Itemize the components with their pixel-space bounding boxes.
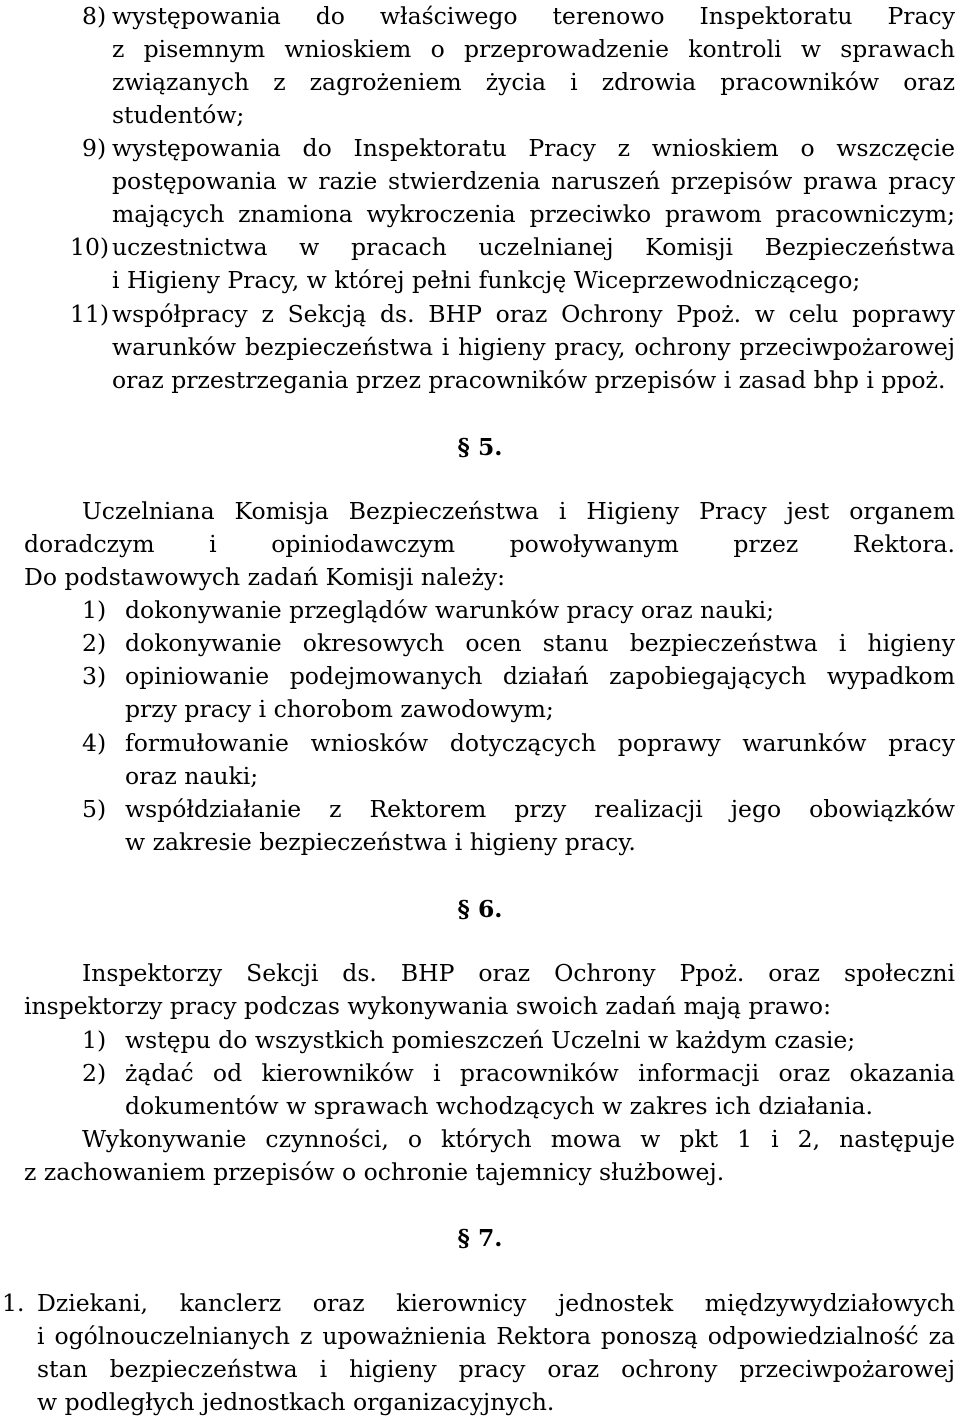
text-line: przy pracy i chorobom zawodowym; [125, 695, 554, 723]
text-line: żądać od kierowników i pracowników informacji oraz okazania [125, 1059, 955, 1087]
text-line: opiniowanie podejmowanych działań zapobiegających wypadkom [125, 662, 955, 690]
list-number: 2) [82, 1059, 107, 1087]
text-line: uczestnictwa w pracach uczelnianej Komisji Bezpieczeństwa [112, 233, 955, 261]
list-number: 9) [82, 134, 107, 162]
list-number: 3) [82, 662, 107, 690]
text-line: w podległych jednostkach organizacyjnych. [37, 1388, 555, 1416]
text-line: z pisemnym wnioskiem o przeprowadzenie kontroli w sprawach [112, 35, 955, 63]
text-line: współpracy z Sekcją ds. BHP oraz Ochrony Ppoż. w celu poprawy [112, 300, 955, 328]
text-line: inspektorzy pracy podczas wykonywania swoich zadań mają prawo: [24, 992, 831, 1020]
list-number: 11) [70, 300, 110, 328]
section-heading: § 5. [457, 433, 503, 461]
text-line: postępowania w razie stwierdzenia naruszeń przepisów prawa pracy [112, 167, 955, 195]
text-line: dokonywanie przeglądów warunków pracy oraz nauki; [125, 596, 775, 624]
list-number: 2) [82, 629, 107, 657]
text-line: wstępu do wszystkich pomieszczeń Uczelni w każdym czasie; [125, 1026, 856, 1054]
section-heading: § 7. [457, 1224, 503, 1252]
text-line: Wykonywanie czynności, o których mowa w pkt 1 i 2, następuje [82, 1125, 955, 1153]
list-number: 4) [82, 729, 107, 757]
text-line: Do podstawowych zadań Komisji należy: [24, 563, 506, 591]
list-number: 10) [70, 233, 110, 261]
text-line: i ogólnouczelnianych z upoważnienia Rektora ponoszą odpowiedzialność za [37, 1322, 955, 1350]
text-line: występowania do właściwego terenowo Inspektoratu Pracy [112, 2, 955, 30]
text-line: oraz nauki; [125, 762, 259, 790]
text-line: stan bezpieczeństwa i higieny pracy oraz ochrony przeciwpożarowej [37, 1355, 955, 1383]
text-line: studentów; [112, 101, 245, 129]
text-line: warunków bezpieczeństwa i higieny pracy, ochrony przeciwpożarowej [112, 333, 955, 361]
list-number: 5) [82, 795, 107, 823]
text-line: doradczym i opiniodawczym powoływanym przez Rektora. [24, 530, 955, 558]
list-number: 1) [82, 1026, 107, 1054]
text-line: w zakresie bezpieczeństwa i higieny pracy. [125, 828, 636, 856]
text-line: współdziałanie z Rektorem przy realizacji jego obowiązków [125, 795, 955, 823]
text-line: związanych z zagrożeniem życia i zdrowia pracowników oraz [112, 68, 955, 96]
text-line: dokonywanie okresowych ocen stanu bezpieczeństwa i higieny [125, 629, 955, 657]
text-line: formułowanie wniosków dotyczących poprawy warunków pracy [125, 729, 955, 757]
text-line: mających znamiona wykroczenia przeciwko prawom pracowniczym; [112, 200, 955, 228]
section-heading: § 6. [457, 895, 503, 923]
text-line: Dziekani, kanclerz oraz kierownicy jednostek międzywydziałowych [37, 1289, 955, 1317]
text-line: oraz przestrzegania przez pracowników przepisów i zasad bhp i ppoż. [112, 366, 946, 394]
text-line: Inspektorzy Sekcji ds. BHP oraz Ochrony Ppoż. oraz społeczni [82, 959, 955, 987]
text-line: i Higieny Pracy, w której pełni funkcję Wiceprzewodniczącego; [112, 266, 861, 294]
text-line: Uczelniana Komisja Bezpieczeństwa i Higieny Pracy jest organem [82, 497, 955, 525]
list-number: 1) [82, 596, 107, 624]
text-line: występowania do Inspektoratu Pracy z wnioskiem o wszczęcie [112, 134, 955, 162]
text-line: z zachowaniem przepisów o ochronie tajemnicy służbowej. [24, 1158, 725, 1186]
list-number: 8) [82, 2, 107, 30]
list-number: 1. [2, 1289, 25, 1317]
text-line: dokumentów w sprawach wchodzących w zakres ich działania. [125, 1092, 873, 1120]
